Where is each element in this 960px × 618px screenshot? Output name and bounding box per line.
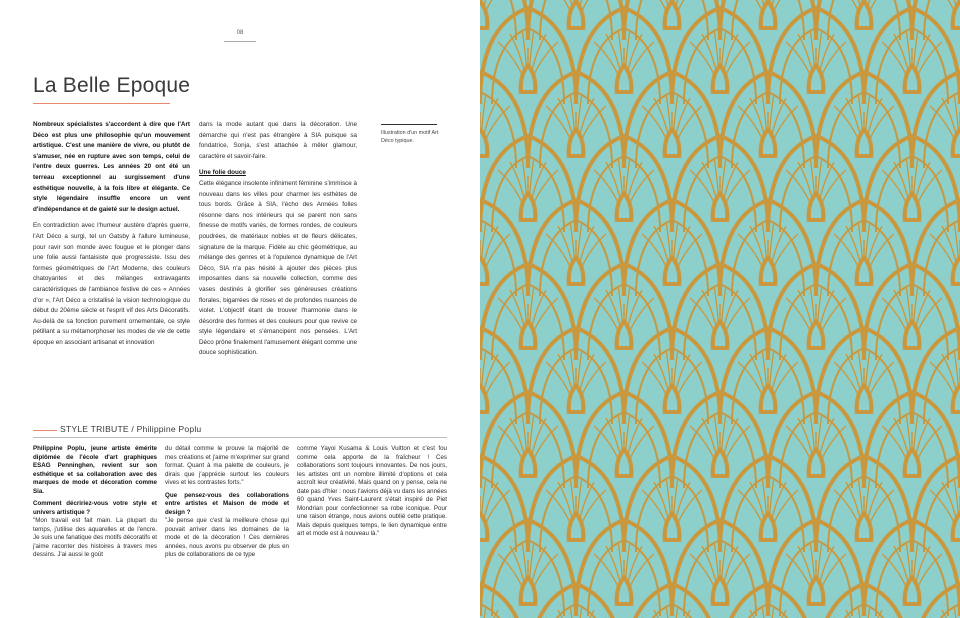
page-number: 08	[236, 30, 244, 36]
article-column-2	[199, 120, 357, 359]
fan-motif	[528, 0, 624, 40]
tribute-divider	[33, 437, 447, 438]
fan-motif	[816, 0, 912, 40]
tribute-answer-2-continued: comme Yayoi Kusama & Louis Vuitton et c'est fou comme cela apporte de la fraîcheur ! Ces collaborations sont toujours innovantes. De nos jours, les artistes ont un nombre illimité d'options et cela accroît leur créativité. Mais quand on y pense, cela ne date pas d'hier : nous l'avions déjà vu dans les années 60 quand Yves Saint-Laurent s'était inspiré de Piet Mondrian pour confectionner sa robe iconique. Pour une raison étrange, nous avions oublié cette pratique. Mais depuis quelques temps, le lien dynamique entre art et mode est à nouveau là."	[297, 445, 447, 537]
tribute-column-1	[33, 445, 157, 560]
page-number-rule	[224, 41, 256, 42]
fan-motif	[912, 0, 960, 40]
article-column-1	[33, 120, 190, 348]
tribute-answer-2: "Je pense que c'est la meilleure chose qui pouvait arriver dans les domaines de la mode et de la décoration ! Ces dernières années, nous avons pu observer de plus en plus de collaborations de ce type	[165, 517, 289, 558]
style-tribute-heading: STYLE TRIBUTE / Philippine Poplu	[60, 424, 202, 434]
tribute-question-2: Que pensez-vous des collaborations entre artistes et Maison de mode et design ?	[165, 491, 289, 516]
tribute-answer-1: "Mon travail est fait main. La plupart du temps, j'utilise des aquarelles et de l'encre. Je suis une fanatique des motifs décoratifs et j'aime raconter des histoires à travers mes dessins. J'ai aussi le goût	[33, 517, 157, 558]
tribute-answer-1-continued: du détail comme le prouve la majorité de mes créations et j'aime m'exprimer sur grand format. Quant à ma palette de couleurs, je dirais que j'apprécie surtout les couleurs vives et les contrastes forts."	[165, 445, 289, 486]
article-paragraph-1-continued: dans la mode autant que dans la décoration. Une démarche qui n'est pas étrangère à SIA puisque sa fondatrice, Sonja, s'est attachée à mêler glamour, caractère et savoir-faire.	[199, 121, 357, 160]
tribute-column-3	[297, 445, 447, 539]
article-lead: Nombreux spécialistes s'accordent à dire que l'Art Déco est plus une philosophie qu'un mouvement artistique. C'est une manière de vivre, ou plutôt de s'amuser, née en rupture avec son temps, celui de l'entre deux guerres. Les années 20 ont été un terreau exceptionnel au surgissement d'une esthétique nouvelle, à la fois libre et élégante. Ce style légendaire insuffle encore un vent d'indépendance et de gaieté sur le design actuel.	[33, 121, 190, 213]
art-deco-fan-pattern	[480, 0, 960, 618]
fan-motif	[480, 0, 528, 40]
article-paragraph-2: Cette élégance insolente infiniment féminine s'immisce à nouveau dans les villes pour charmer les esthètes de tous bords. Grâce à SIA, l'écho des Années folles résonne dans nos intérieurs qui se parent non sans finesse de motifs variés, de formes rondes, de couleurs poudrées, de matériaux nobles et de fleurs délicates, signature de la marque. Fidèle au chic géométrique, au mélange des genres et à l'opulence dynamique de l'Art Déco, SIA n'a pas hésité à ajouter des pièces plus imposantes dans sa nouvelle collection, comme des vases destinés à glorifier ses généreuses créations florales, bigarrées de roses et de profondes nuances de violet. L'objectif étant de trouver l'harmonie dans le désordre des formes et des couleurs pour que revive ce style légendaire et s'émancipent nos pensées. L'Art Déco prône finalement l'amusement élégant comme une douce sophistication.	[199, 179, 358, 357]
tribute-accent-rule	[33, 430, 57, 431]
tribute-column-2	[165, 445, 289, 560]
tribute-intro: Philippine Poplu, jeune artiste émérite diplômée de l'école d'art graphiques ESAG Penninghen, revient sur son esthétique et sa collaboration avec des marques de mode et décoration comme Sia.	[33, 445, 157, 495]
article-subheading: Une folie douce	[199, 169, 246, 177]
article-paragraph-1: En contradiction avec l'humeur austère d'après guerre, l'Art Déco a surgi, tel un Gatsby à l'allure lumineuse, pour ravir son monde avec fougue et le plonger dans une folie aussi fantaisiste que progressiste. Issu des formes géométriques de l'Art Moderne, des couleurs chatoyantes et des mélanges extravagants caractéristiques de l'ambiance festive de ces « Années d'or », l'Art Déco a cristallisé la vision technologique du début du 20ème siècle et l'esprit vif des Arts Décoratifs. Au-delà de sa fonction purement ornementale, ce style pétillant a su métamorphoser les modes de vie de cette époque en associant artisanat et innovation	[33, 222, 190, 346]
image-caption: Illustration d'un motif Art Déco typique.	[381, 130, 439, 144]
article-title: La Belle Epoque	[33, 74, 191, 97]
tribute-question-1: Comment décririez-vous votre style et univers artistique ?	[33, 500, 157, 516]
caption-rule	[381, 124, 437, 125]
fan-motif	[720, 0, 816, 40]
right-page-art-deco-pattern	[480, 0, 960, 618]
fan-motif	[624, 0, 720, 40]
title-underline	[33, 103, 170, 104]
